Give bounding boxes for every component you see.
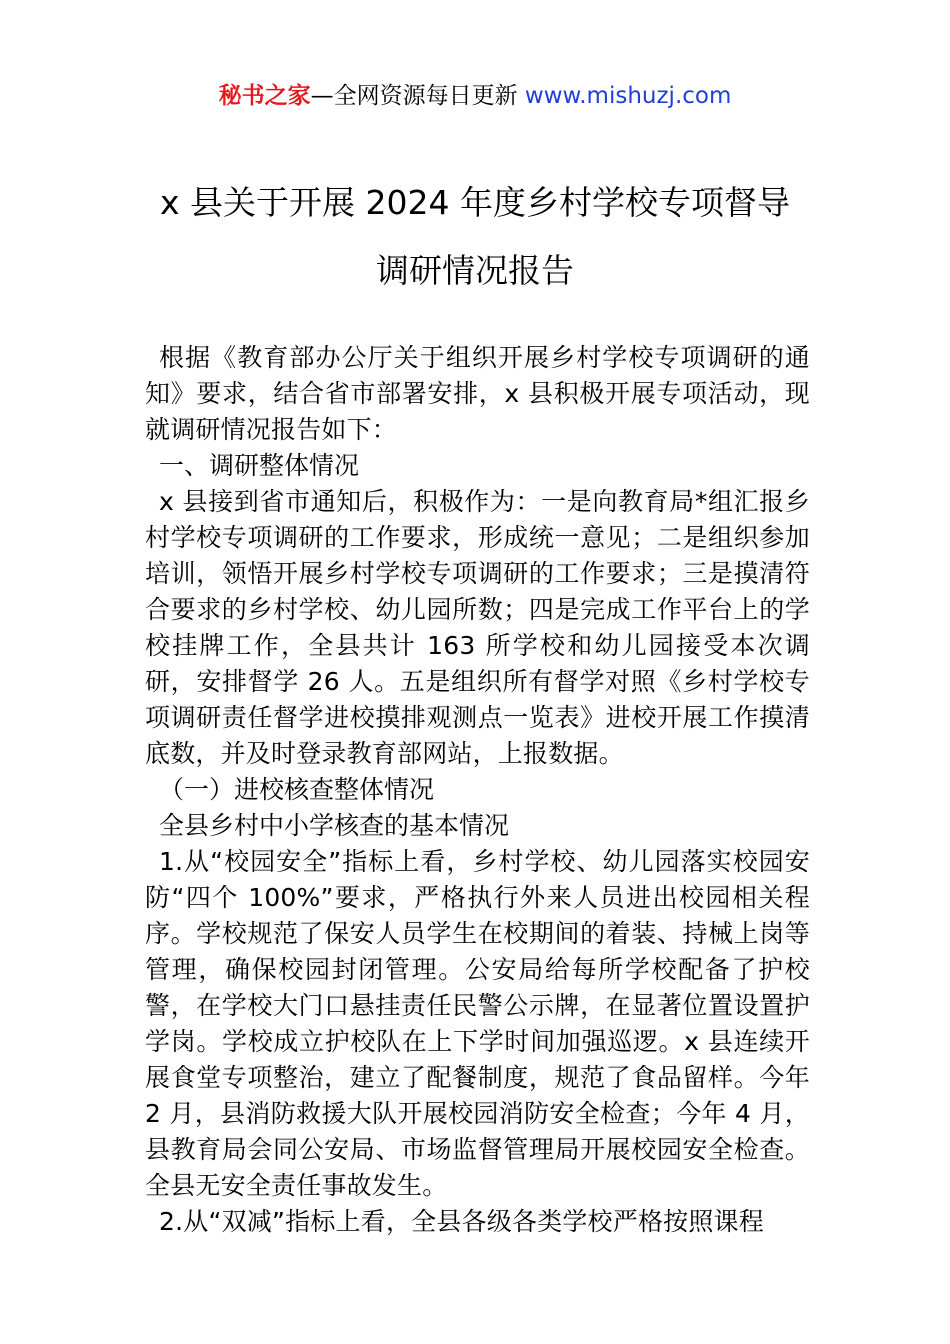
- intro-paragraph: 根据《教育部办公厅关于组织开展乡村学校专项调研的通知》要求，结合省市部署安排，x 县积极开展专项活动，现就调研情况报告如下：: [145, 343, 810, 444]
- list-item-1: 1.从“校园安全”指标上看，乡村学校、幼儿园落实校园安防“四个 100%”要求，严格执行外来人员进出校园相关程序。学校规范了保安人员学生在校期间的着装、持械上岗等管理，确保校园封闭管理。公安局给每所学校配备了护校警，在学校大门口悬挂责任民警公示牌，在显著位置设置护学岗。学校成立护校队在上下学时间加强巡逻。x 县连续开展食堂专项整治，建立了配餐制度，规范了食品留样。今年 2 月，县消防救援大队开展校园消防安全检查；今年 4 月，县教育局会同公安局、市场监督管理局开展校园安全检查。全县无安全责任事故发生。: [145, 847, 810, 1200]
- site-tagline: —全网资源每日更新: [310, 83, 518, 109]
- subsection-heading: （一）进校核查整体情况: [159, 775, 435, 804]
- section-heading: 一、调研整体情况: [159, 451, 360, 480]
- document-title-line-2: 调研情况报告: [376, 251, 574, 290]
- list-item-2: 2.从“双减”指标上看，全县各级各类学校严格按照课程: [159, 1207, 764, 1236]
- site-header: [0, 80, 950, 112]
- subsection-subheading: 全县乡村中小学核查的基本情况: [159, 811, 510, 840]
- document-title-line-1: x 县关于开展 2024 年度乡村学校专项督导: [160, 183, 790, 222]
- site-brand: 秘书之家: [218, 83, 311, 109]
- document-body: [145, 340, 810, 1240]
- section-paragraph: x 县接到省市通知后，积极作为：一是向教育局*组汇报乡村学校专项调研的工作要求，形成统一意见；二是组织参加培训，领悟开展乡村学校专项调研的工作要求；三是摸清符合要求的乡村学校、幼儿园所数；四是完成工作平台上的学校挂牌工作，全县共计 163 所学校和幼儿园接受本次调研，安排督学 26 人。五是组织所有督学对照《乡村学校专项调研责任督学进校摸排观测点一览表》进校开展工作摸清底数，并及时登录教育部网站，上报数据。: [145, 487, 810, 768]
- site-url-link[interactable]: www.mishuzj.com: [524, 83, 732, 109]
